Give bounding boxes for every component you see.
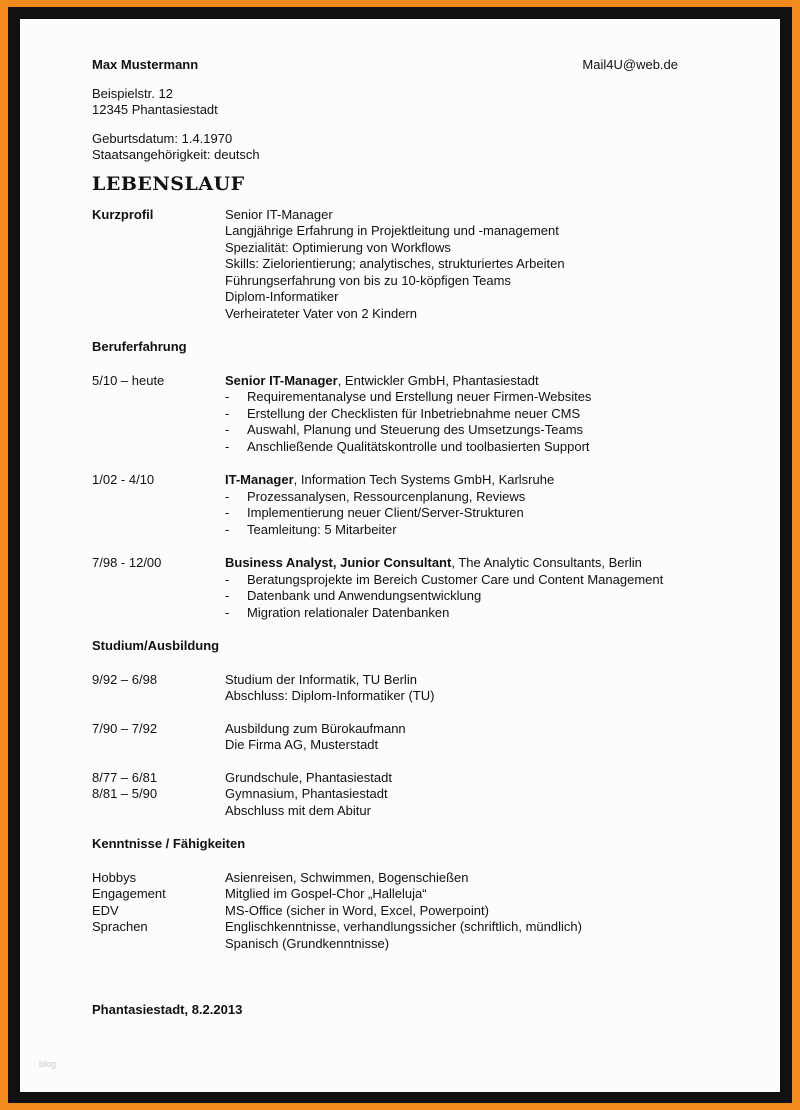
nationality: Staatsangehörigkeit: deutsch: [92, 147, 260, 162]
profile-line: Spezialität: Optimierung von Workflows: [225, 239, 451, 255]
profile-line: Diplom-Informatiker: [225, 289, 339, 304]
job-task: - Anschließende Qualitätskontrolle und toolbasierten Support: [225, 438, 590, 454]
education-period: 8/81 – 5/90: [92, 786, 158, 801]
job-period: 5/10 – heute: [92, 372, 165, 388]
job-role: Senior IT-Manager: [225, 372, 338, 388]
cv-title: LEBENSLAUF: [92, 172, 245, 195]
job-task: - Teamleitung: 5 Mitarbeiter: [225, 521, 397, 537]
education-line: Abschluss mit dem Abitur: [225, 802, 371, 818]
skill-row: [92, 886, 692, 903]
education-entry: [92, 786, 692, 819]
job-role: IT-Manager: [225, 472, 294, 487]
skill-value: Englischkenntnisse, verhandlungssicher (schriftlich, mündlich): [225, 919, 582, 934]
skill-value: Asienreisen, Schwimmen, Bogenschießen: [225, 869, 469, 885]
skill-row: [92, 870, 692, 887]
skill-row: [92, 903, 692, 920]
section-heading-kenntnisse: Kenntnisse / Fähigkeiten: [92, 836, 246, 851]
applicant-email: Mail4U@web.de: [582, 57, 678, 72]
skill-value: Mitglied im Gospel-Chor „Halleluja“: [225, 886, 427, 901]
job-entry: [92, 373, 692, 456]
cv-document: [92, 57, 692, 1019]
education-entry: [92, 721, 692, 754]
job-task: - Migration relationaler Datenbanken: [225, 604, 450, 620]
education-entry: [92, 672, 692, 705]
address-street: Beispielstr. 12: [92, 85, 173, 101]
profile-line: Führungserfahrung von bis zu 10-köpfigen Teams: [225, 272, 511, 288]
job-task: - Implementierung neuer Client/Server-Strukturen: [225, 505, 524, 520]
education-line: Gymnasium, Phantasiestadt: [225, 786, 388, 801]
skill-row: [92, 919, 692, 952]
kurzprofil-label: Kurzprofil: [92, 206, 154, 222]
section-heading-studium: Studium/Ausbildung: [92, 638, 220, 653]
job-period: 1/02 - 4/10: [92, 472, 155, 487]
job-company: , Entwickler GmbH, Phantasiestadt: [337, 372, 539, 388]
education-line: Grundschule, Phantasiestadt: [225, 769, 392, 785]
job-period: 7/98 - 12/00: [92, 555, 162, 570]
job-role: Business Analyst, Junior Consultant: [225, 555, 452, 570]
profile-line: Verheirateter Vater von 2 Kindern: [225, 305, 417, 321]
job-task: - Auswahl, Planung und Steuerung des Umsetzungs-Teams: [225, 422, 584, 437]
place-date-signature: Phantasiestadt, 8.2.2013: [92, 1002, 243, 1017]
skill-label: Hobbys: [92, 869, 137, 885]
education-entry: [92, 770, 692, 787]
job-task: - Requirementanalyse und Erstellung neuer Firmen-Websites: [225, 389, 592, 404]
address-city: 12345 Phantasiestadt: [92, 102, 218, 117]
job-task: - Beratungsprojekte im Bereich Customer Care und Content Management: [225, 571, 664, 587]
watermark: blog: [39, 1059, 57, 1069]
profile-line: Langjährige Erfahrung in Projektleitung und -management: [225, 223, 559, 238]
job-task: - Erstellung der Checklisten für Inbetriebnahme neuer CMS: [225, 405, 581, 421]
header-row: [92, 57, 692, 74]
education-period: 7/90 – 7/92: [92, 720, 158, 736]
section-heading-berufserfahrung: Beruferfahrung: [92, 339, 187, 354]
education-period: 9/92 – 6/98: [92, 671, 158, 687]
job-entry: [92, 472, 692, 538]
job-company: , Information Tech Systems GmbH, Karlsruhe: [293, 472, 555, 487]
education-period: 8/77 – 6/81: [92, 769, 158, 785]
job-task: - Prozessanalysen, Ressourcenplanung, Reviews: [225, 488, 526, 504]
applicant-name: Max Mustermann: [92, 57, 199, 72]
skill-label: Sprachen: [92, 919, 148, 934]
skill-label: EDV: [92, 902, 119, 918]
birth-date: Geburtsdatum: 1.4.1970: [92, 130, 233, 146]
education-line: Ausbildung zum Bürokaufmann: [225, 720, 406, 736]
job-entry: [92, 555, 692, 621]
job-company: , The Analytic Consultants, Berlin: [451, 555, 642, 570]
profile-line: Skills: Zielorientierung; analytisches, strukturiertes Arbeiten: [225, 256, 565, 271]
kurzprofil-section: [92, 207, 692, 323]
education-line: Studium der Informatik, TU Berlin: [225, 671, 417, 687]
skill-value: MS-Office (sicher in Word, Excel, Powerpoint): [225, 902, 489, 918]
skill-label: Engagement: [92, 886, 166, 901]
job-task: - Datenbank und Anwendungsentwicklung: [225, 588, 482, 603]
education-line: Abschluss: Diplom-Informatiker (TU): [225, 688, 435, 703]
profile-line: Senior IT-Manager: [225, 206, 333, 222]
skill-value: Spanisch (Grundkenntnisse): [225, 935, 390, 951]
education-line: Die Firma AG, Musterstadt: [225, 737, 379, 752]
